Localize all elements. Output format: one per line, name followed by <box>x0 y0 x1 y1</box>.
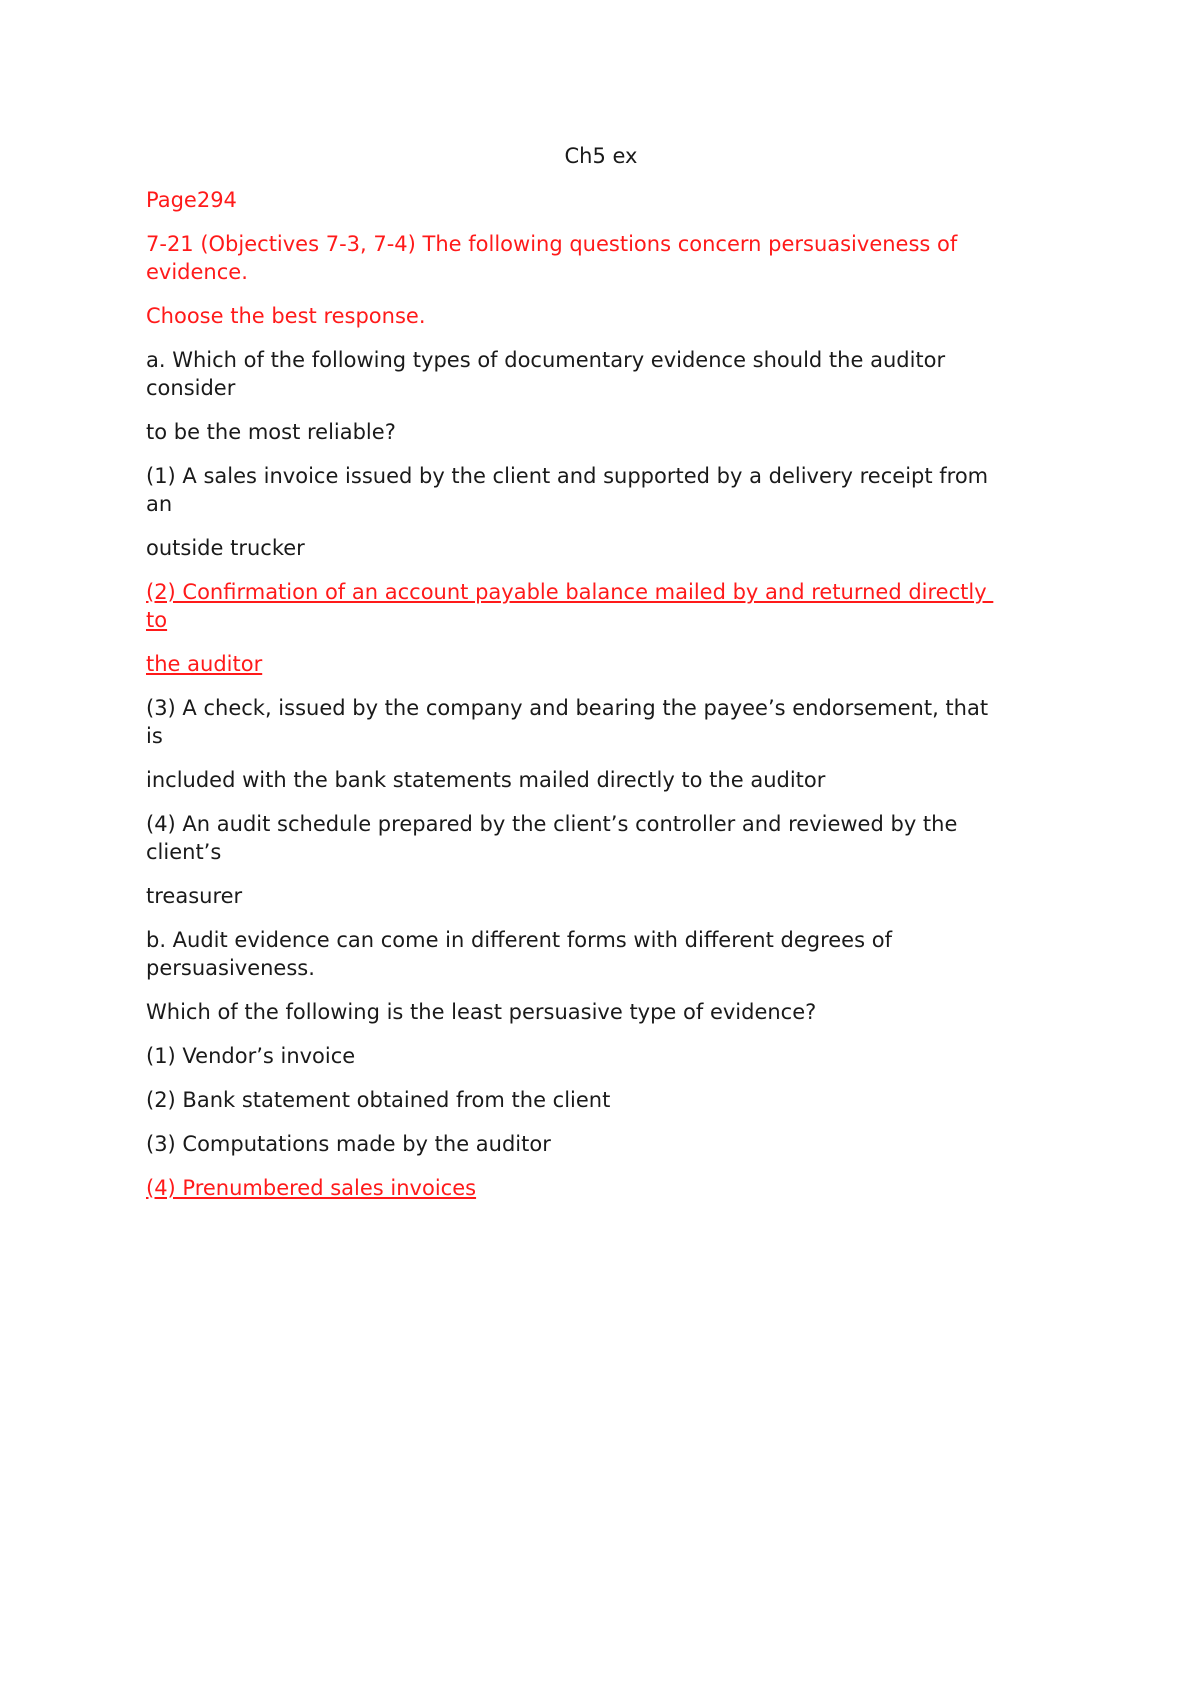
page-reference: Page294 <box>146 188 237 212</box>
question-heading: 7-21 (Objectives 7-3, 7-4) The following questions concern persuasiveness of evidence. <box>146 232 958 284</box>
question-a-option-3-continuation: included with the bank statements mailed directly to the auditor <box>146 768 826 792</box>
question-b-text: b. Audit evidence can come in different forms with different degrees of persuasiveness. <box>146 928 892 980</box>
question-a-continuation: to be the most reliable? <box>146 420 396 444</box>
question-a-option-3: (3) A check, issued by the company and bearing the payee’s endorsement, that is <box>146 696 989 748</box>
question-b-option-1: (1) Vendor’s invoice <box>146 1044 356 1068</box>
question-a-option-4-continuation: treasurer <box>146 884 243 908</box>
question-a-option-4: (4) An audit schedule prepared by the client’s controller and reviewed by the client’s <box>146 812 958 864</box>
question-b-option-2: (2) Bank statement obtained from the client <box>146 1088 611 1112</box>
question-b-option-4-answer: (4) Prenumbered sales invoices <box>146 1176 477 1200</box>
document-title: Ch5 ex <box>564 144 638 168</box>
question-b-option-3: (3) Computations made by the auditor <box>146 1132 551 1156</box>
question-a-option-1: (1) A sales invoice issued by the client and supported by a delivery receipt from an <box>146 464 989 516</box>
document-page <box>146 142 1056 1218</box>
question-a-option-2-continuation: the auditor <box>146 652 263 676</box>
question-a-text: a. Which of the following types of documentary evidence should the auditor consider <box>146 348 946 400</box>
question-b-continuation: Which of the following is the least persuasive type of evidence? <box>146 1000 817 1024</box>
question-a-option-2-answer: (2) Confirmation of an account payable balance mailed by and returned directly to <box>146 580 987 632</box>
question-a-option-1-continuation: outside trucker <box>146 536 305 560</box>
instruction-text: Choose the best response. <box>146 304 426 328</box>
